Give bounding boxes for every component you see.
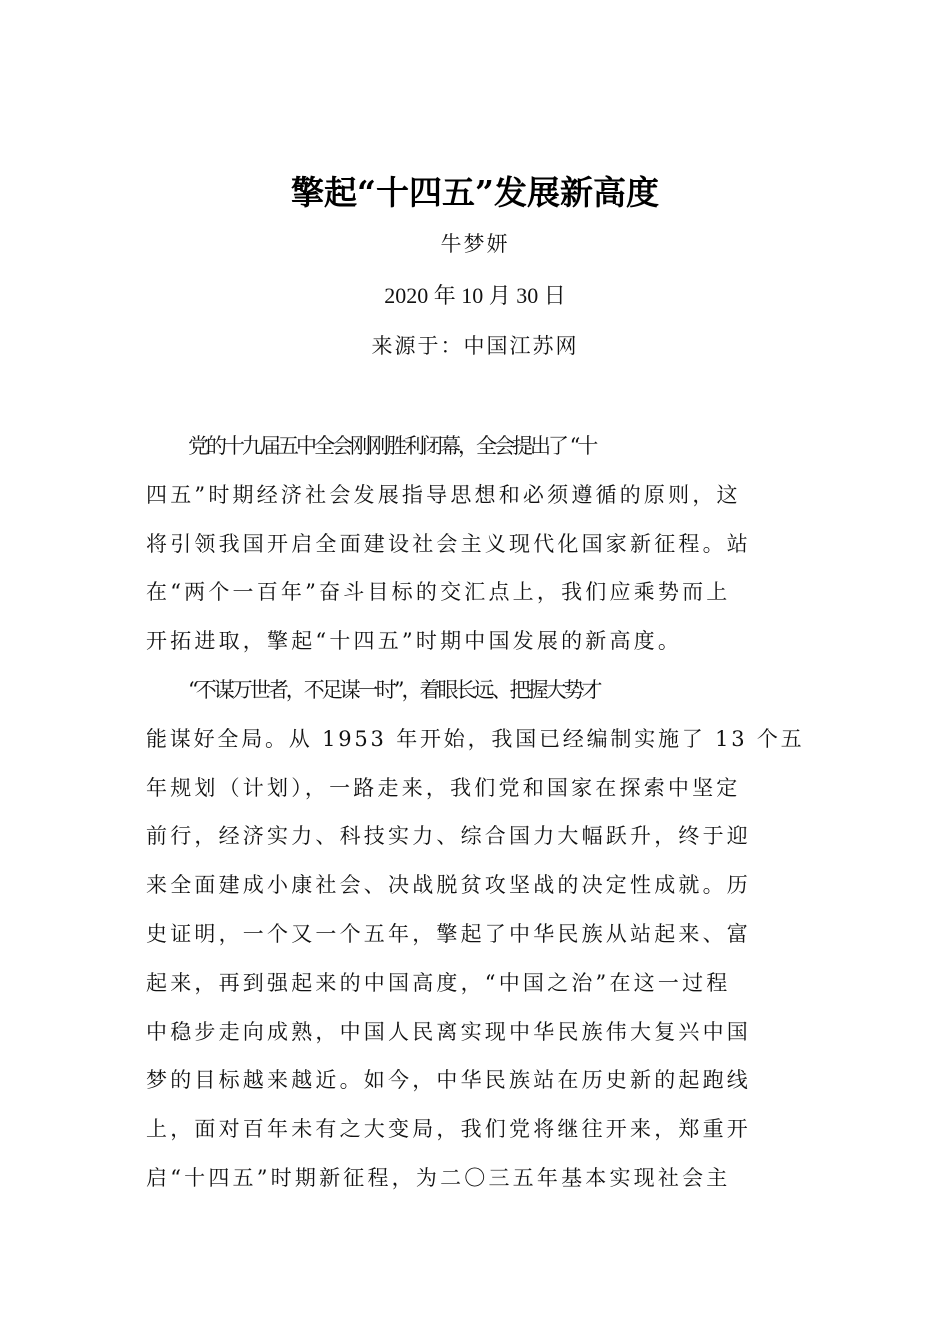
paragraph-1 [146, 422, 806, 666]
paragraph-line: 开拓进取，擎起“十四五”时期中国发展的新高度。 [146, 629, 683, 654]
paragraph-2 [146, 666, 806, 1203]
paragraph-line: 前行，经济实力、科技实力、综合国力大幅跃升，终于迎 [146, 824, 751, 849]
paragraph-line: 中稳步走向成熟，中国人民离实现中华民族伟大复兴中国 [146, 1019, 751, 1044]
paragraph-line: 在“两个一百年”奋斗目标的交汇点上，我们应乘势而上 [146, 580, 731, 605]
paragraph-line: 启“十四五”时期新征程，为二〇三五年基本实现社会主 [146, 1165, 731, 1190]
article-body [146, 422, 806, 1203]
article-author: 牛梦妍 [440, 232, 510, 256]
paragraph-line: “不谋万世者，不足谋一时”，着眼长远、把握大势才 [188, 677, 600, 702]
article-source: 来源于：中国江苏网 [371, 334, 579, 358]
paragraph-line: 上，面对百年未有之大变局，我们党将继往开来，郑重开 [146, 1117, 751, 1142]
article-title: 擎起“十四五”发展新高度 [291, 173, 659, 212]
paragraph-line: 四五”时期经济社会发展指导思想和必须遵循的原则，这 [146, 482, 741, 507]
paragraph-line: 能谋好全局。从 1953 年开始，我国已经编制实施了 13 个五 [146, 726, 805, 751]
paragraph-line: 党的十九届五中全会刚刚胜利闭幕，全会提出了 “十 [188, 434, 596, 458]
paragraph-line: 年规划（计划），一路走来，我们党和国家在探索中坚定 [146, 775, 741, 800]
paragraph-line: 梦的目标越来越近。如今，中华民族站在历史新的起跑线 [146, 1068, 751, 1093]
article-date: 2020 年 10 月 30 日 [384, 283, 566, 308]
paragraph-line: 史证明，一个又一个五年，擎起了中华民族从站起来、富 [146, 921, 751, 946]
paragraph-line: 来全面建成小康社会、决战脱贫攻坚战的决定性成就。历 [146, 873, 751, 898]
paragraph-line: 将引领我国开启全面建设社会主义现代化国家新征程。站 [146, 531, 751, 556]
paragraph-line: 起来，再到强起来的中国高度，“中国之治”在这一过程 [146, 970, 731, 995]
